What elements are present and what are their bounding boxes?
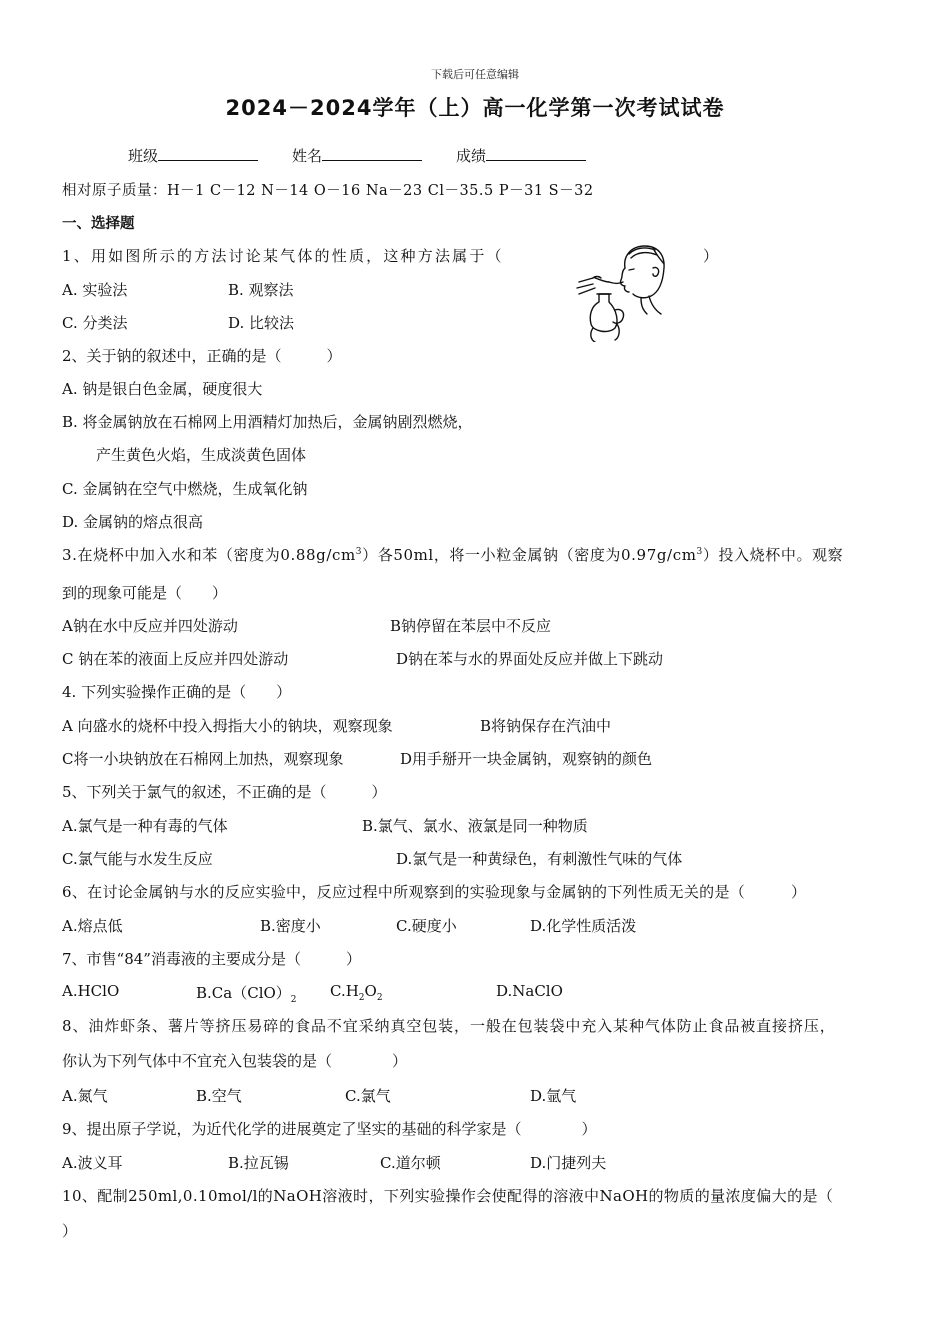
q2-option-a: A. 钠是银白色金属，硬度很大	[62, 380, 263, 398]
q9-option-b: B.拉瓦锡	[228, 1154, 289, 1172]
q2-option-b-line2: 产生黄色火焰，生成淡黄色固体	[96, 446, 307, 464]
q8-option-c: C.氯气	[345, 1087, 391, 1105]
watermark: 下载后可任意编辑	[431, 68, 519, 81]
q9-option-c: C.道尔顿	[380, 1154, 441, 1172]
q10-stem-line1: 10、配制250ml,0.10mol/l的NaOH溶液时，下列实验操作会使配得的溶液中NaOH的物质的量浓度偏大的是（	[62, 1187, 834, 1205]
q7-option-a: A.HClO	[62, 982, 120, 1000]
q6-option-b: B.密度小	[260, 917, 321, 935]
q1-close: ）	[703, 247, 719, 265]
score-label: 成绩	[456, 147, 487, 165]
q2-option-d: D. 金属钠的熔点很高	[62, 513, 204, 531]
q3-option-c: C 钠在苯的液面上反应并四处游动	[62, 650, 289, 668]
class-blank	[158, 146, 258, 161]
q9-option-a: A.波义耳	[62, 1154, 123, 1172]
name-blank	[322, 146, 422, 161]
q5-option-a: A.氯气是一种有毒的气体	[62, 817, 228, 835]
atomic-masses: 相对原子质量：H－1 C－12 N－14 O－16 Na－23 Cl－35.5 P－31 S－32	[62, 183, 594, 199]
q8-option-a: A.氮气	[62, 1087, 108, 1105]
name-label: 姓名	[292, 147, 323, 165]
section-title: 一、选择题	[62, 216, 135, 232]
q8-option-b: B.空气	[196, 1087, 242, 1105]
q2-option-c: C. 金属钠在空气中燃烧，生成氧化钠	[62, 480, 308, 498]
q9-stem: 9、提出原子学说，为近代化学的进展奠定了坚实的基础的科学家是（ ）	[62, 1120, 597, 1138]
q3-option-a: A钠在水中反应并四处游动	[62, 617, 238, 635]
page-title: 2024－2024学年（上）高一化学第一次考试试卷	[225, 96, 725, 120]
q9-option-d: D.门捷列夫	[530, 1154, 607, 1172]
q4-option-b: B将钠保存在汽油中	[480, 717, 612, 735]
student-info	[128, 145, 620, 166]
q7-stem: 7、市售“84”消毒液的主要成分是（ ）	[62, 950, 361, 968]
smelling-gas-illustration	[565, 238, 675, 342]
score-blank	[486, 146, 586, 161]
q7-option-b: $B.Ca(ClO)_2$	[196, 984, 297, 1005]
q3-option-b: B钠停留在苯层中不反应	[390, 617, 552, 635]
q2-stem: 2、关于钠的叙述中，正确的是（ ）	[62, 347, 342, 365]
q1-option-a: A. 实验法	[62, 281, 128, 299]
q7-option-c: $C.H_2O_2$	[330, 982, 383, 1003]
q7-option-d: D.NaClO	[496, 982, 563, 1000]
q10-stem-line2: ）	[62, 1222, 78, 1240]
q8-stem-line2: 你认为下列气体中不宜充入包装袋的是（ ）	[62, 1052, 408, 1070]
q5-option-c: C.氯气能与水发生反应	[62, 850, 213, 868]
q1-option-c: C. 分类法	[62, 314, 128, 332]
q4-stem: 4. 下列实验操作正确的是（ ）	[62, 683, 292, 701]
q3-stem-line2: 到的现象可能是（ ）	[62, 584, 228, 602]
q6-stem: 6、在讨论金属钠与水的反应实验中，反应过程中所观察到的实验现象与金属钠的下列性质无关的是（ ）	[62, 883, 807, 901]
q6-option-d: D.化学性质活泼	[530, 917, 637, 935]
q8-stem-line1: 8、油炸虾条、薯片等挤压易碎的食品不宜采纳真空包装，一般在包装袋中充入某种气体防止食品被直接挤压，	[62, 1017, 836, 1035]
q6-option-c: C.硬度小	[396, 917, 457, 935]
q1-option-d: D. 比较法	[228, 314, 295, 332]
q2-option-b-line1: B. 将金属钠放在石棉网上用酒精灯加热后，金属钠剧烈燃烧，	[62, 413, 473, 431]
q4-option-c: C将一小块钠放在石棉网上加热，观察现象	[62, 750, 344, 768]
q6-option-a: A.熔点低	[62, 917, 123, 935]
q5-stem: 5、下列关于氯气的叙述，不正确的是（ ）	[62, 783, 387, 801]
q5-option-b: B.氯气、氯水、液氯是同一种物质	[362, 817, 588, 835]
q4-option-a: A 向盛水的烧杯中投入拇指大小的钠块，观察现象	[62, 717, 393, 735]
q8-option-d: D.氩气	[530, 1087, 577, 1105]
q3-option-d: D钠在苯与水的界面处反应并做上下跳动	[396, 650, 664, 668]
class-label: 班级	[128, 147, 159, 165]
q1-stem: 1、用如图所示的方法讨论某气体的性质，这种方法属于（	[62, 247, 504, 265]
q1-option-b: B. 观察法	[228, 281, 294, 299]
q5-option-d: D.氯气是一种黄绿色，有刺激性气味的气体	[396, 850, 683, 868]
q3-stem-line1: 3.在烧杯中加入水和苯（密度为$0.88g/cm^3$）各50ml，将一小粒金属钠（密度为$0.97g/cm^3$）投入烧杯中。观察	[62, 546, 844, 564]
q4-option-d: D用手掰开一块金属钠，观察钠的颜色	[400, 750, 653, 768]
